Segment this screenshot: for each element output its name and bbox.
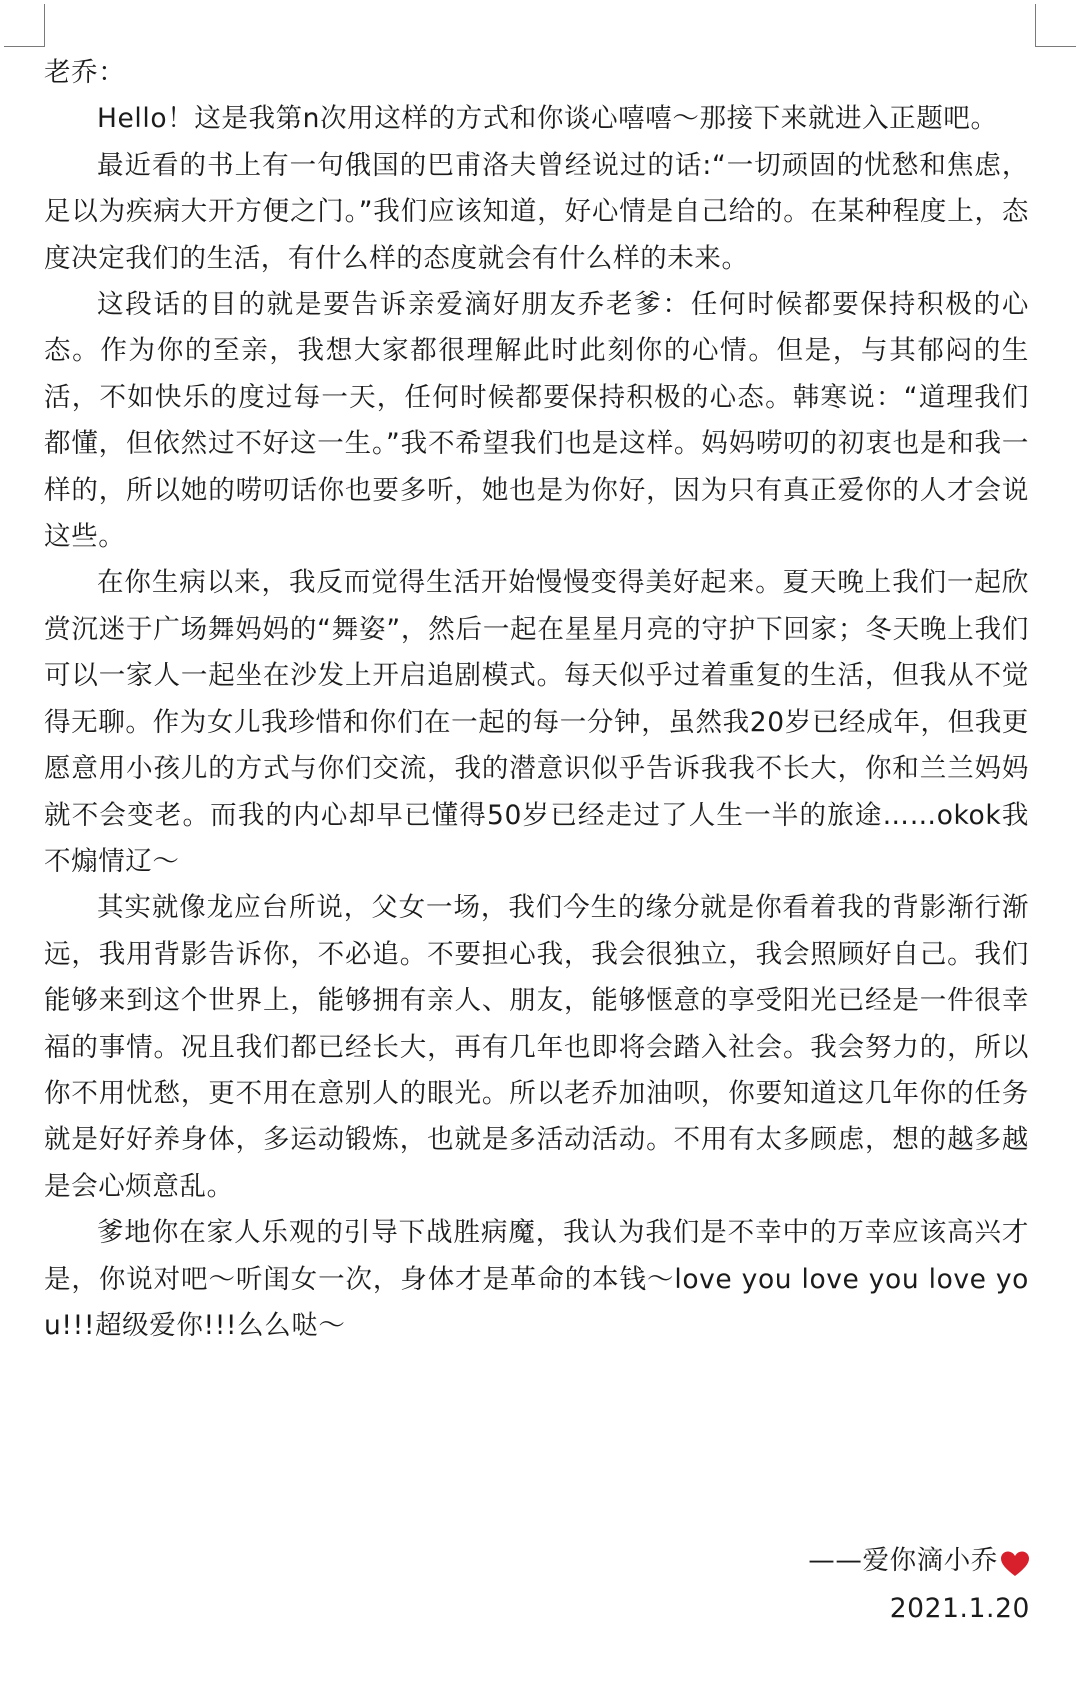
crop-mark-top-left	[4, 4, 45, 47]
paragraph-4: 在你生病以来，我反而觉得生活开始慢慢变得美好起来。夏天晚上我们一起欣赏沉迷于广场舞妈妈的“舞姿”，然后一起在星星月亮的守护下回家；冬天晚上我们可以一家人一起坐在沙发上开启追剧模式。每天似乎过着重复的生活，但我从不觉得无聊。作为女儿我珍惜和你们在一起的每一分钟，虽然我20岁已经成年，但我更愿意用小孩儿的方式与你们交流，我的潜意识似乎告诉我我不长大，你和兰兰妈妈就不会变老。而我的内心却早已懂得50岁已经走过了人生一半的旅途……okok我不煽情辽～	[44, 567, 1029, 877]
crop-mark-top-right	[1035, 4, 1076, 47]
signature-line	[808, 1538, 1030, 1584]
paragraph-5: 其实就像龙应台所说，父女一场，我们今生的缘分就是你看着我的背影渐行渐远，我用背影告诉你，不必追。不要担心我，我会很独立，我会照顾好自己。我们能够来到这个世界上，能够拥有亲人、朋友，能够惬意的享受阳光已经是一件很幸福的事情。况且我们都已经长大，再有几年也即将会踏入社会。我会努力的，所以你不用忧愁，更不用在意别人的眼光。所以老乔加油呗，你要知道这几年你的任务就是好好养身体，多运动锻炼，也就是多活动活动。不用有太多顾虑，想的越多越是会心烦意乱。	[44, 892, 1029, 1202]
paragraph-2: 最近看的书上有一句俄国的巴甫洛夫曾经说过的话:“一切顽固的忧愁和焦虑，足以为疾病大开方便之门。”我们应该知道，好心情是自己给的。在某种程度上，态度决定我们的生活，有什么样的态度就会有什么样的未来。	[44, 149, 1029, 274]
letter-date: 2021.1.20	[889, 1593, 1030, 1624]
paragraph-1: Hello！这是我第n次用这样的方式和你谈心嘻嘻～那接下来就进入正题吧。	[97, 103, 998, 135]
salutation: 老乔：	[44, 57, 126, 88]
paragraph-3: 这段话的目的就是要告诉亲爱滴好朋友乔老爹：任何时候都要保持积极的心态。作为你的至亲，我想大家都很理解此时此刻你的心情。但是，与其郁闷的生活，不如快乐的度过每一天，任何时候都要保持积极的心态。韩寒说：“道理我们都懂，但依然过不好这一生。”我不希望我们也是这样。妈妈唠叨的初衷也是和我一样的，所以她的唠叨话你也要多听，她也是为你好，因为只有真正爱你的人才会说这些。	[44, 289, 1029, 553]
paragraph-6: 爹地你在家人乐观的引导下战胜病魔，我认为我们是不幸中的万幸应该高兴才是，你说对吧～听闺女一次，身体才是革命的本钱～love you love you love you!!!超级爱你!!!么么哒～	[44, 1217, 1029, 1341]
heart-emoji-icon	[1000, 1547, 1030, 1575]
letter-body	[44, 50, 1029, 1349]
signature-text: ——爱你滴小乔	[808, 1545, 998, 1576]
